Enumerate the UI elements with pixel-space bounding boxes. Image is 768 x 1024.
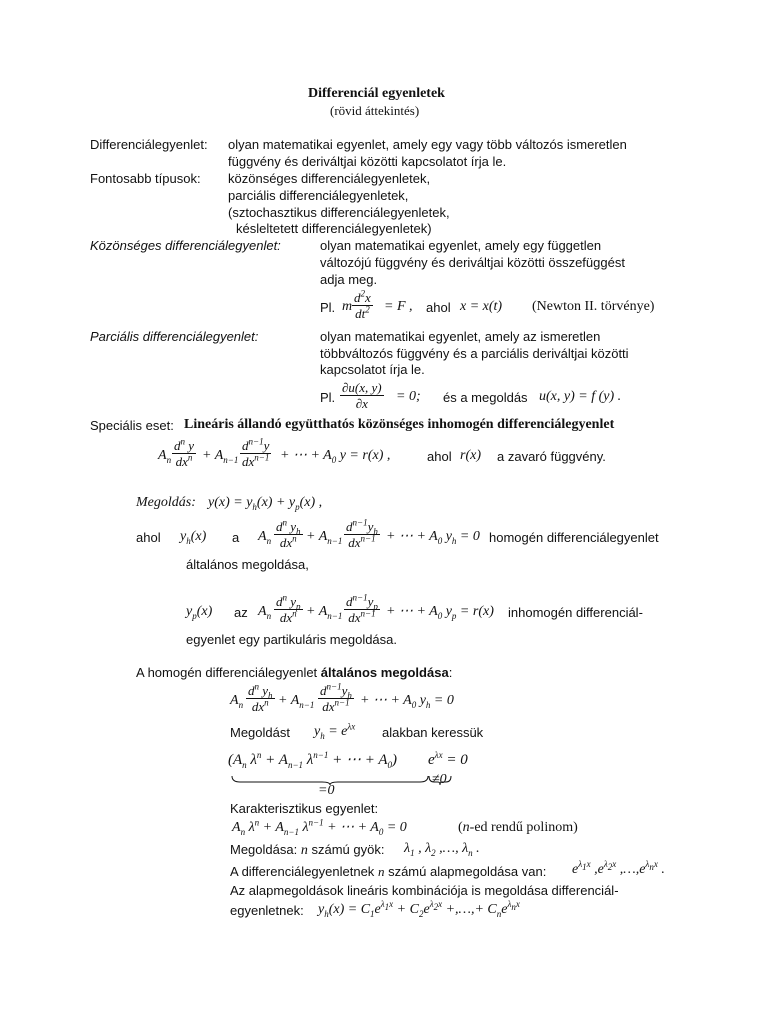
hom-An1: + $A_{n-1}$ [306,529,343,546]
term-ode: Közönséges differenciálegyenlet: [90,238,281,253]
alap-list: $e^{\lambda_1x}$ $,e^{\lambda_2x}$ $,\dots,e^{\lambda_nx}$ . [572,859,665,877]
megoldasa: Megoldása: n számú gyök: [230,842,385,858]
types-1: közönséges differenciálegyenletek, [228,171,431,186]
inhom-frac-2: $d^{n-1}y$ $dx^{n-1}$ [242,436,270,469]
part-rest: + ⋯ + $A_0$ $y_p = r(x)$ [386,604,494,621]
solution-ahol: ahol [136,530,161,545]
ode-text-2: változójú függvény és deriváltjai közötti összefüggést [320,255,625,270]
yh-exp: $y_h = e^{\lambda x}$ [314,721,356,741]
part-frac-2: $d^{n-1}y_p$ $dx^{n-1}$ [346,592,378,625]
ode-text-1: olyan matematikai egyenlet, amely egy független [320,238,602,253]
alap-1: A differenciálegyenletnek n számú alapmegoldása van: [230,864,547,879]
hom-An: $A_n$ [258,529,272,546]
karakt-label: Karakterisztikus egyenlet: [230,801,379,816]
document-title: Differenciál egyenletek [308,86,445,101]
r-of-x: r(x) [460,448,481,463]
newton-fraction: $\frac{d^2x}{dt^2}$ [354,288,371,321]
solution-homogen: homogén differenciálegyenlet [489,530,659,545]
term-de: Differenciálegyenlet: [90,137,208,152]
inhom-An1: + $A_{n-1}$ [202,448,239,465]
inhom-frac-1: $d^n$ y $dx^n$ [174,436,195,469]
newton-m: m [342,299,353,314]
inhom-An: $A_n$ [158,448,172,465]
alap-3: egyenletnek: [230,903,304,918]
hom-intro: A homogén differenciálegyenlet általános megoldása: [136,665,453,680]
pde-text-3: kapcsolatot írja le. [320,362,425,377]
char-poly: ($A_n$ $\lambda^n + A_{n-1}$ $\lambda^{n-1}$ + ⋯ + $A_0$) [228,750,397,770]
special-zavaro: a zavaró függvény. [497,449,606,464]
gen-frac-1: $d^n$ $y_h$ $dx^n$ [248,681,273,714]
karakt-eq: $A_n$ $\lambda^n + A_{n-1}$ $\lambda^{n-1}$ + ⋯ + $A_0 = 0$ [232,817,407,837]
de-text-2: függvény és deriváltjai közötti kapcsolatot írja le. [228,154,507,169]
types-2: parciális differenciálegyenletek, [228,188,409,203]
de-text-1: olyan matematikai egyenlet, amely egy vagy több változós ismeretlen [228,137,627,152]
pde-text-2: többváltozós függvény és a parciális deriváltjai közötti [320,346,629,361]
solution-az: az [234,605,248,620]
char-exp: $e^{\lambda x} = 0$ [428,750,468,768]
ode-text-3: adja meg. [320,272,378,287]
pde-example-pl: Pl. [320,390,336,405]
yh-x: $y_h(x)$ [180,529,207,546]
solution-label: Megoldás: [136,495,196,510]
brace-label-nonzero: ≠0 [432,772,447,787]
pde-text-1: olyan matematikai egyenlet, amely az ismeretlen [320,329,601,344]
types-4: késleltetett differenciálegyenletek) [236,221,432,236]
types-3: (sztochasztikus differenciálegyenletek, [228,205,450,220]
pde-eq-zero: = 0; [396,389,421,404]
hom-frac-1: $d^n$ $y_h$ $dx^n$ [276,517,301,550]
part-An1: + $A_{n-1}$ [306,604,343,621]
term-pde: Parciális differenciálegyenlet: [90,329,259,344]
karakt-note: (n-ed rendű polinom) [458,820,578,835]
hom-rest: + ⋯ + $A_0$ $y_h = 0$ [386,529,480,546]
lin-comb: $y_h(x) = C_1e^{\lambda_1x} + C_2e^{\lambda_2x}$ +,…,+ $C_ne^{\lambda_nx}$ [318,899,520,919]
alakban: alakban keressük [382,725,484,740]
part-An: $A_n$ [258,604,272,621]
solution-partikularis: egyenlet egy partikuláris megoldása. [186,632,398,647]
special-label: Speciális eset: [90,418,174,433]
special-ahol: ahol [427,449,452,464]
solution-eq: $y(x) = y_h(x) + y_p(x)$ , [208,495,323,512]
newton-rhs: = F , [384,299,413,314]
megoldast: Megoldást [230,725,290,740]
gen-An: $A_n$ [230,693,244,710]
gen-frac-2: $d^{n-1}y_h$ $dx^{n-1}$ [320,681,352,714]
brace-label-zero: =0 [318,783,335,798]
hom-frac-2: $d^{n-1}y_h$ $dx^{n-1}$ [346,517,378,550]
pde-solution: u(x, y) = f (y) . [539,389,622,404]
solution-a: a [232,530,240,545]
solution-inhomogen: inhomogén differenciál- [508,605,643,620]
newton-label: (Newton II. törvénye) [532,299,655,314]
roots: $\lambda_1$ , $\lambda_2$ ,…, $\lambda_n$ . [404,841,480,858]
inhom-rest: + ⋯ + $A_0$ y = r(x) , [280,448,391,465]
newton-x-def: x = x(t) [460,299,503,314]
ode-example-ahol: ahol [426,300,451,315]
pde-example-mid: és a megoldás [443,390,528,405]
alap-2: Az alapmegoldások lineáris kombinációja is megoldása differenciál- [230,883,619,898]
term-types: Fontosabb típusok: [90,171,201,186]
pde-fraction: $\frac{\partial u(x, y)}{\partial x}$ [342,380,382,411]
yp-x: $y_p(x)$ [186,604,213,621]
part-frac-1: $d^n$ $y_p$ $dx^n$ [276,592,301,625]
gen-rest: + ⋯ + $A_0$ $y_h = 0$ [360,693,454,710]
special-heading: Lineáris állandó együtthatós közönséges inhomogén differenciálegyenlet [184,417,615,432]
gen-An1: + $A_{n-1}$ [278,693,315,710]
solution-altalanos: általános megoldása, [186,557,309,572]
ode-example-pl: Pl. [320,300,336,315]
document-subtitle: (rövid áttekintés) [330,103,420,118]
